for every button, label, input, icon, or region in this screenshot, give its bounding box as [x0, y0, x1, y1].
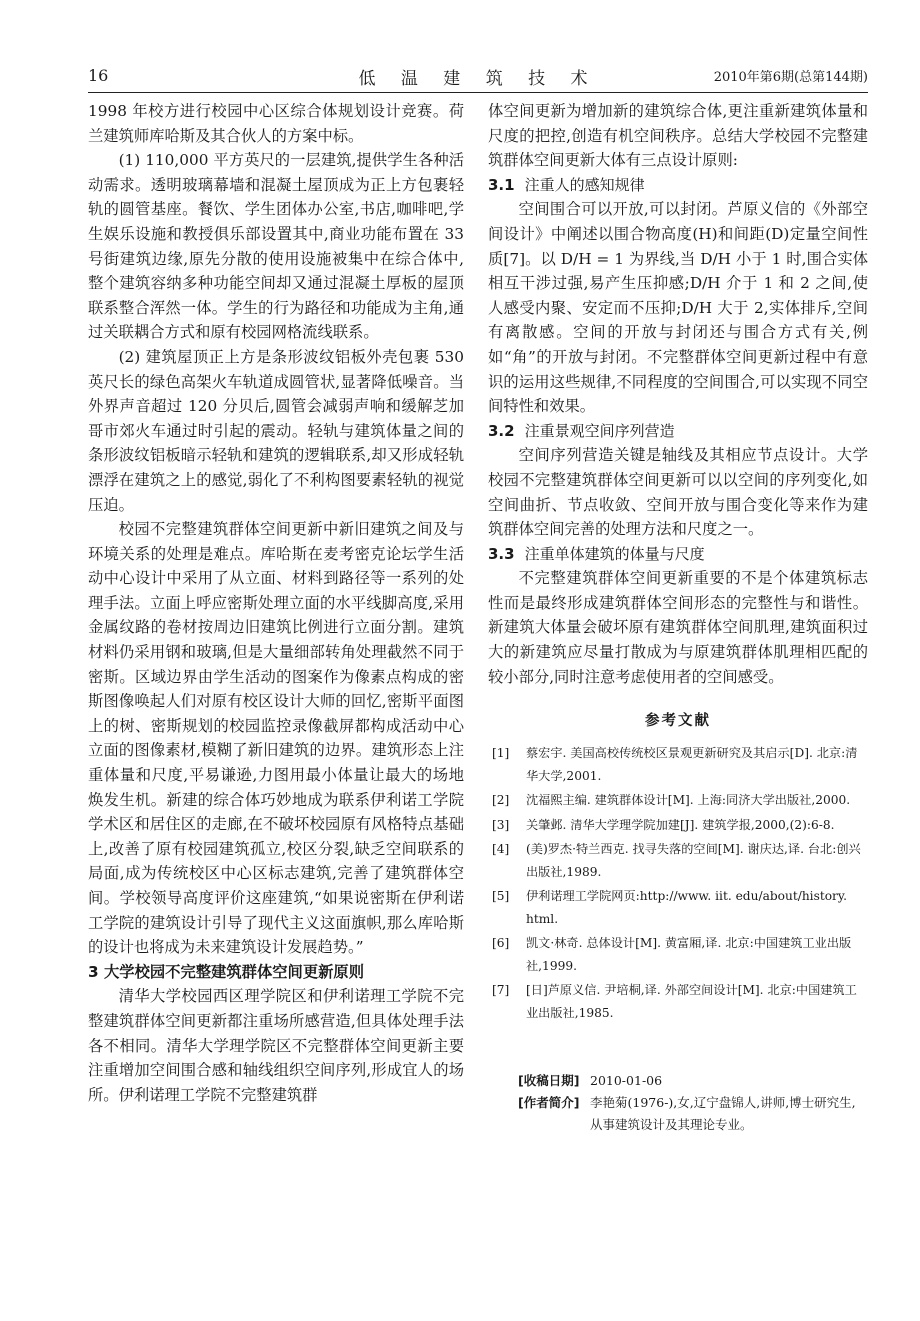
subsection-heading — [488, 542, 868, 567]
issue-info: 2010年第6期(总第144期) — [713, 70, 868, 85]
subsection-title: 注重人的感知规律 — [524, 175, 645, 194]
subsection-title: 注重景观空间序列营造 — [524, 421, 675, 440]
left-column — [88, 99, 464, 1107]
reference-item — [488, 814, 868, 837]
author-label: [作者简介] — [518, 1095, 580, 1111]
reference-item — [488, 932, 868, 977]
reference-item — [488, 838, 868, 883]
right-column — [488, 99, 868, 1136]
paragraph: 空间围合可以开放,可以封闭。芦原义信的《外部空间设计》中阐述以围合物高度(H)和间距(D)定量空间性质[7]。以 D/H = 1 为界线,当 D/H 小于 1 时,围合实体相互干涉过强,易产生压抑感;D/H 介于 1 和 2 之间,使人感受内聚、安定而不压抑;D/H 大于 2,实体排斥,空间有离散感。空间的开放与封闭还与围合方式有关,例如“角”的开放与封闭。不完整群体空间更新过程中有意识的运用这些规律,不同程度的空间围合,可以实现不同空间特性和效果。 — [488, 200, 868, 416]
reference-index: [4] — [492, 842, 510, 857]
reference-index: [3] — [492, 817, 510, 832]
subsection-heading — [488, 173, 868, 198]
reference-text: 沈福熙主编. 建筑群体设计[M]. 上海:同济大学出版社,2000. — [526, 793, 851, 808]
reference-text: 关肇邺. 清华大学理学院加建[J]. 建筑学报,2000,(2):6-8. — [526, 817, 835, 832]
reference-index: [7] — [492, 983, 510, 998]
author-value: 李艳菊(1976-),女,辽宁盘锦人,讲师,博士研究生,从事建筑设计及其理论专业。 — [590, 1095, 856, 1133]
reference-text: 蔡宏宇. 美国高校传统校区景观更新研究及其启示[D]. 北京:清华大学,2001. — [526, 746, 858, 783]
author-bio — [518, 1092, 868, 1136]
reference-index: [2] — [492, 793, 510, 808]
reference-index: [5] — [492, 889, 510, 904]
reference-index: [1] — [492, 746, 510, 761]
paragraph: 不完整建筑群体空间更新重要的不是个体建筑标志性而是最终形成建筑群体空间形态的完整性与和谐性。新建筑大体量会破坏原有建筑群体空间肌理,建筑面积过大的新建筑应尽量打散成为与原建筑群体肌理相匹配的较小部分,同时注意考虑使用者的空间感受。 — [488, 569, 868, 686]
header-rule — [88, 92, 868, 93]
reference-item — [488, 885, 868, 930]
reference-list — [488, 742, 868, 1024]
received-date — [518, 1070, 868, 1092]
reference-text: [日]芦原义信. 尹培桐,译. 外部空间设计[M]. 北京:中国建筑工业出版社,1985. — [526, 983, 857, 1020]
reference-text: (美)罗杰·特兰西克. 找寻失落的空间[M]. 谢庆达,译. 台北:创兴出版社,1989. — [526, 842, 861, 879]
subsection-number: 3.2 — [488, 421, 515, 440]
paragraph: (1) 110,000 平方英尺的一层建筑,提供学生各种活动需求。透明玻璃幕墙和混凝土屋顶成为正上方包裹轻轨的圆管基座。餐饮、学生团体办公室,书店,咖啡吧,学生娱乐设施和教授俱乐部设置其中,商业功能布置在 33 号街建筑边缘,原先分散的使用设施被集中在综合体中,整个建筑容纳多种功能空间却又通过混凝土厚板的屋顶联系整合浑然一体。学生的行为路径和功能成为主角,通过关联耦合方式和原有校园网格流线联系。 — [88, 151, 464, 342]
subsection-title: 注重单体建筑的体量与尺度 — [524, 544, 705, 563]
references-title: 参考文献 — [645, 713, 711, 730]
reference-item — [488, 979, 868, 1024]
journal-title: 低 温 建 筑 技 术 — [358, 69, 598, 89]
reference-text: 凯文·林奇. 总体设计[M]. 黄富厢,译. 北京:中国建筑工业出版社,1999. — [526, 936, 852, 973]
page-number: 16 — [88, 66, 109, 85]
paragraph: 体空间更新为增加新的建筑综合体,更注重新建筑体量和尺度的把控,创造有机空间秩序。总结大学校园不完整建筑群体空间更新大体有三点设计原则: — [488, 102, 868, 170]
received-label: [收稿日期] — [518, 1073, 580, 1089]
paragraph: 空间序列营造关键是轴线及其相应节点设计。大学校园不完整建筑群体空间更新可以以空间的序列变化,如空间曲折、节点收敛、空间开放与围合变化等来作为建筑群体空间完善的处理方法和尺度之一。 — [488, 446, 868, 539]
subsection-heading — [488, 419, 868, 444]
running-header — [88, 60, 868, 90]
reference-text: 伊利诺理工学院网页:http://www. iit. edu/about/history. html. — [526, 889, 848, 926]
subsection-number: 3.3 — [488, 544, 515, 563]
reference-item — [488, 789, 868, 812]
section-heading: 3 大学校园不完整建筑群体空间更新原则 — [88, 962, 365, 981]
paragraph: 校园不完整建筑群体空间更新中新旧建筑之间及与环境关系的处理是难点。库哈斯在麦考密克论坛学生活动中心设计中采用了从立面、材料到路径等一系列的处理手法。立面上呼应密斯处理立面的水平线脚高度,采用金属纹路的卷材按周边旧建筑比例进行立面分割。建筑材料仍采用钢和玻璃,但是大量细部转角处理截然不同于密斯。区域边界由学生活动的图案作为像素点构成的密斯图像唤起人们对原有校区设计大师的回忆,密斯平面图上的树、密斯规划的校园监控录像截屏都构成活动中心立面的图像素材,模糊了新旧建筑的边界。建筑形态上注重体量和尺度,平易谦逊,力图用最小体量让最大的场地焕发生机。新建的综合体巧妙地成为联系伊利诺工学院学术区和居住区的走廊,在不破坏校园原有风格特点基础上,改善了原有校园建筑孤立,校区分裂,缺乏空间联系的局面,成为传统校区中心区标志建筑,完善了建筑群体空间。学校领导高度评价这座建筑,“如果说密斯在伊利诺工学院的建筑设计引导了现代主义这面旗帜,那么库哈斯的设计也将成为未来建筑设计发展趋势。” — [88, 520, 464, 957]
subsection-number: 3.1 — [488, 175, 515, 194]
paragraph: (2) 建筑屋顶正上方是条形波纹铝板外壳包裹 530 英尺长的绿色高架火车轨道成圆管状,显著降低噪音。当外界声音超过 120 分贝后,圆管会减弱声响和缓解芝加哥市郊火车通过时引起的震动。轻轨与建筑体量之间的条形波纹铝板暗示轻轨和建筑的逻辑联系,却又形成轻轨漂浮在建筑之上的感觉,弱化了不利构图要素轻轨的视觉压迫。 — [88, 347, 464, 514]
reference-index: [6] — [492, 936, 510, 951]
paragraph: 清华大学校园西区理学院区和伊利诺理工学院不完整建筑群体空间更新都注重场所感营造,但具体处理手法各不相同。清华大学理学院区不完整群体空间更新主要注重增加空间围合感和轴线组织空间序列,形成宜人的场所。伊利诺理工学院不完整建筑群 — [88, 987, 464, 1104]
article-info — [488, 1070, 868, 1136]
reference-item — [488, 742, 868, 787]
paragraph: 1998 年校方进行校园中心区综合体规划设计竞赛。荷兰建筑师库哈斯及其合伙人的方案中标。 — [88, 102, 464, 145]
received-value: 2010-01-06 — [590, 1073, 663, 1089]
